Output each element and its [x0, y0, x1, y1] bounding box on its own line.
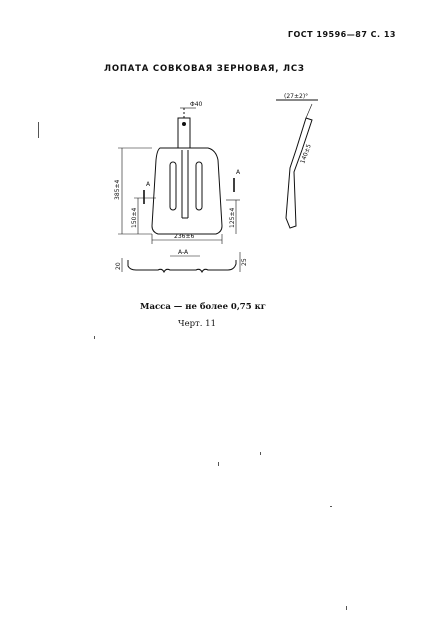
scan-mark [218, 462, 219, 466]
dim-right-height: 125±4 [229, 207, 236, 228]
figure-caption: Черт. 11 [178, 319, 216, 329]
dim-side-length: 140±5 [299, 143, 313, 165]
scan-mark [94, 336, 95, 339]
mass-caption: Масса — не более 0,75 кг [140, 302, 266, 312]
section-view [128, 256, 236, 272]
scan-mark [346, 606, 347, 610]
document-title: ЛОПАТА СОВКОВАЯ ЗЕРНОВАЯ, ЛСЗ [104, 64, 305, 74]
technical-drawing [100, 88, 340, 288]
shovel-blade [152, 148, 222, 234]
page-header: ГОСТ 19596—87 С. 13 [287, 30, 396, 39]
scan-mark [260, 452, 261, 455]
dim-section-height: 150±4 [131, 207, 138, 228]
dim-side-angle: (27±2)° [284, 93, 309, 100]
dim-handle-diameter: Φ40 [190, 101, 203, 108]
side-view [276, 100, 318, 228]
dim-width: 236±6 [174, 233, 195, 240]
cut-label-left: A [146, 181, 151, 188]
scan-mark [38, 122, 39, 138]
dim-section-depth-left: 20 [115, 262, 122, 270]
section-label: A-A [178, 249, 189, 256]
dim-total-height: 385±4 [114, 179, 121, 200]
cut-label-right: A [236, 169, 241, 176]
shovel-handle [178, 108, 190, 148]
dim-section-depth-right: 25 [241, 258, 248, 266]
scan-mark [330, 506, 332, 507]
